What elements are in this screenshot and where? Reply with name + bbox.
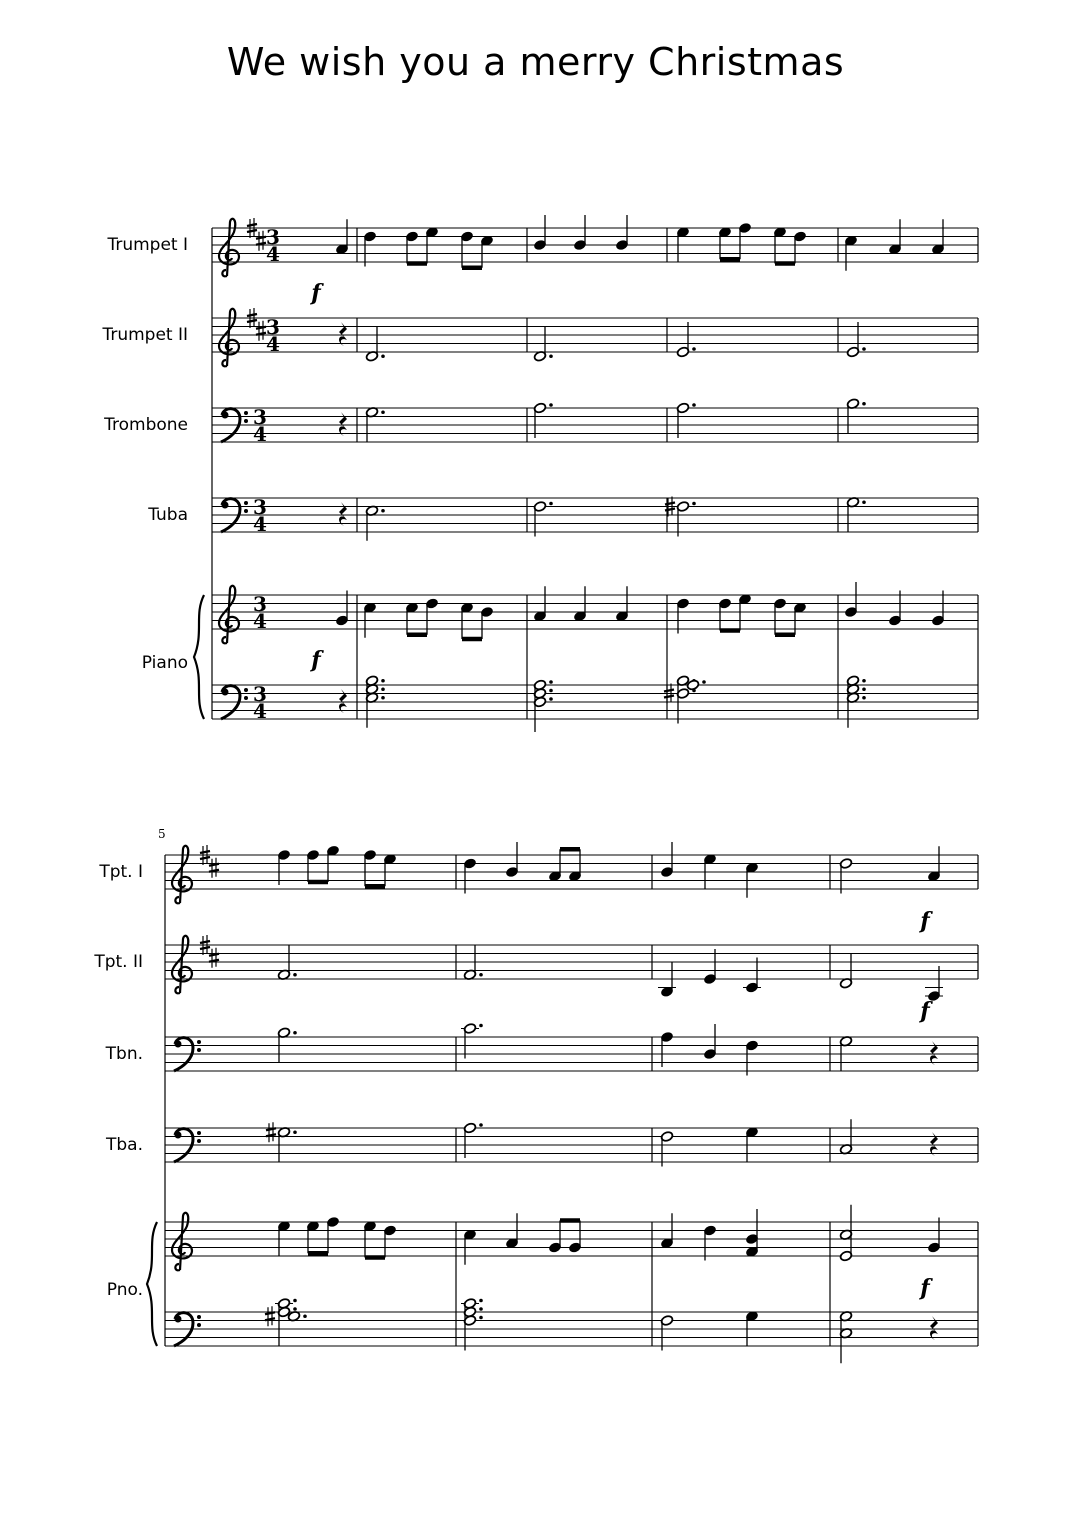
instrument-label: Tba. [106, 1135, 143, 1155]
time-signature-top: 3 [253, 405, 267, 429]
dot [692, 347, 696, 351]
quarter-rest-icon [339, 502, 347, 526]
quarter-rest-icon [339, 322, 347, 346]
dot [293, 1031, 297, 1035]
dynamic-forte: f [920, 1275, 930, 1301]
instrument-label: Tpt. I [99, 862, 143, 882]
instrument-label: Trombone [104, 415, 188, 435]
time-signature-bottom: 4 [253, 422, 267, 446]
time-signature [253, 495, 267, 536]
dot [549, 502, 553, 506]
dot [862, 500, 866, 504]
key-signature-sharp-icon [256, 231, 266, 251]
dot [381, 509, 385, 513]
quarter-rest-icon [339, 412, 347, 436]
treble-clef-icon [172, 936, 192, 994]
quarter-rest-icon [930, 1041, 938, 1065]
dot [479, 973, 483, 977]
quarter-rest-icon [930, 1132, 938, 1156]
treble-clef-icon [219, 219, 239, 277]
dot [692, 403, 696, 407]
quarter-rest-icon [930, 1316, 938, 1340]
time-signature [253, 405, 267, 446]
staff [212, 318, 978, 352]
time-signature-bottom: 4 [266, 332, 280, 356]
staff [165, 855, 978, 889]
time-signature-bottom: 4 [253, 699, 267, 723]
treble-clef-icon [219, 309, 239, 367]
instrument-label: Piano [141, 653, 188, 673]
key-signature-sharp-icon [209, 948, 219, 968]
staff [212, 595, 978, 629]
dot [862, 402, 866, 406]
instrument-label: Tbn. [105, 1044, 143, 1064]
dynamic-forte: f [311, 280, 321, 306]
piano-brace-icon [194, 595, 204, 719]
dynamic-forte: f [920, 998, 930, 1024]
dot [381, 410, 385, 414]
dot [479, 1024, 483, 1028]
sharp-icon [266, 1122, 276, 1142]
dynamic-forte: f [920, 908, 930, 934]
measure-number: 5 [158, 827, 166, 841]
dynamic-forte: f [311, 647, 321, 673]
dot [549, 354, 553, 358]
staff [165, 1312, 978, 1346]
key-signature-sharp-icon [209, 858, 219, 878]
time-signature [253, 592, 267, 633]
time-signature [266, 225, 280, 266]
time-signature-bottom: 4 [253, 609, 267, 633]
time-signature [253, 682, 267, 723]
dot [381, 354, 385, 358]
instrument-label: Trumpet I [107, 235, 188, 255]
piano-brace-icon [147, 1222, 157, 1346]
staff [212, 228, 978, 262]
staff [212, 408, 978, 442]
dot [293, 973, 297, 977]
time-signature-top: 3 [253, 495, 267, 519]
treble-clef-icon [172, 846, 192, 904]
time-signature-top: 3 [253, 682, 267, 706]
time-signature-bottom: 4 [253, 512, 267, 536]
score-title: We wish you a merry Christmas [226, 40, 845, 84]
dot [479, 1123, 483, 1127]
time-signature-bottom: 4 [266, 242, 280, 266]
dot [549, 403, 553, 407]
treble-clef-icon [172, 1213, 192, 1271]
dot [293, 1130, 297, 1134]
instrument-label: Tpt. II [94, 952, 143, 972]
dot [692, 502, 696, 506]
sharp-icon [265, 1306, 275, 1326]
instrument-label: Trumpet II [102, 325, 188, 345]
time-signature-top: 3 [266, 315, 280, 339]
time-signature [266, 315, 280, 356]
staff [165, 1037, 978, 1071]
instrument-label: Pno. [106, 1280, 143, 1300]
dot [862, 347, 866, 351]
treble-clef-icon [219, 586, 239, 644]
time-signature-top: 3 [253, 592, 267, 616]
key-signature-sharp-icon [256, 321, 266, 341]
instrument-label: Tuba [148, 505, 188, 525]
time-signature-top: 3 [266, 225, 280, 249]
quarter-rest-icon [339, 689, 347, 713]
